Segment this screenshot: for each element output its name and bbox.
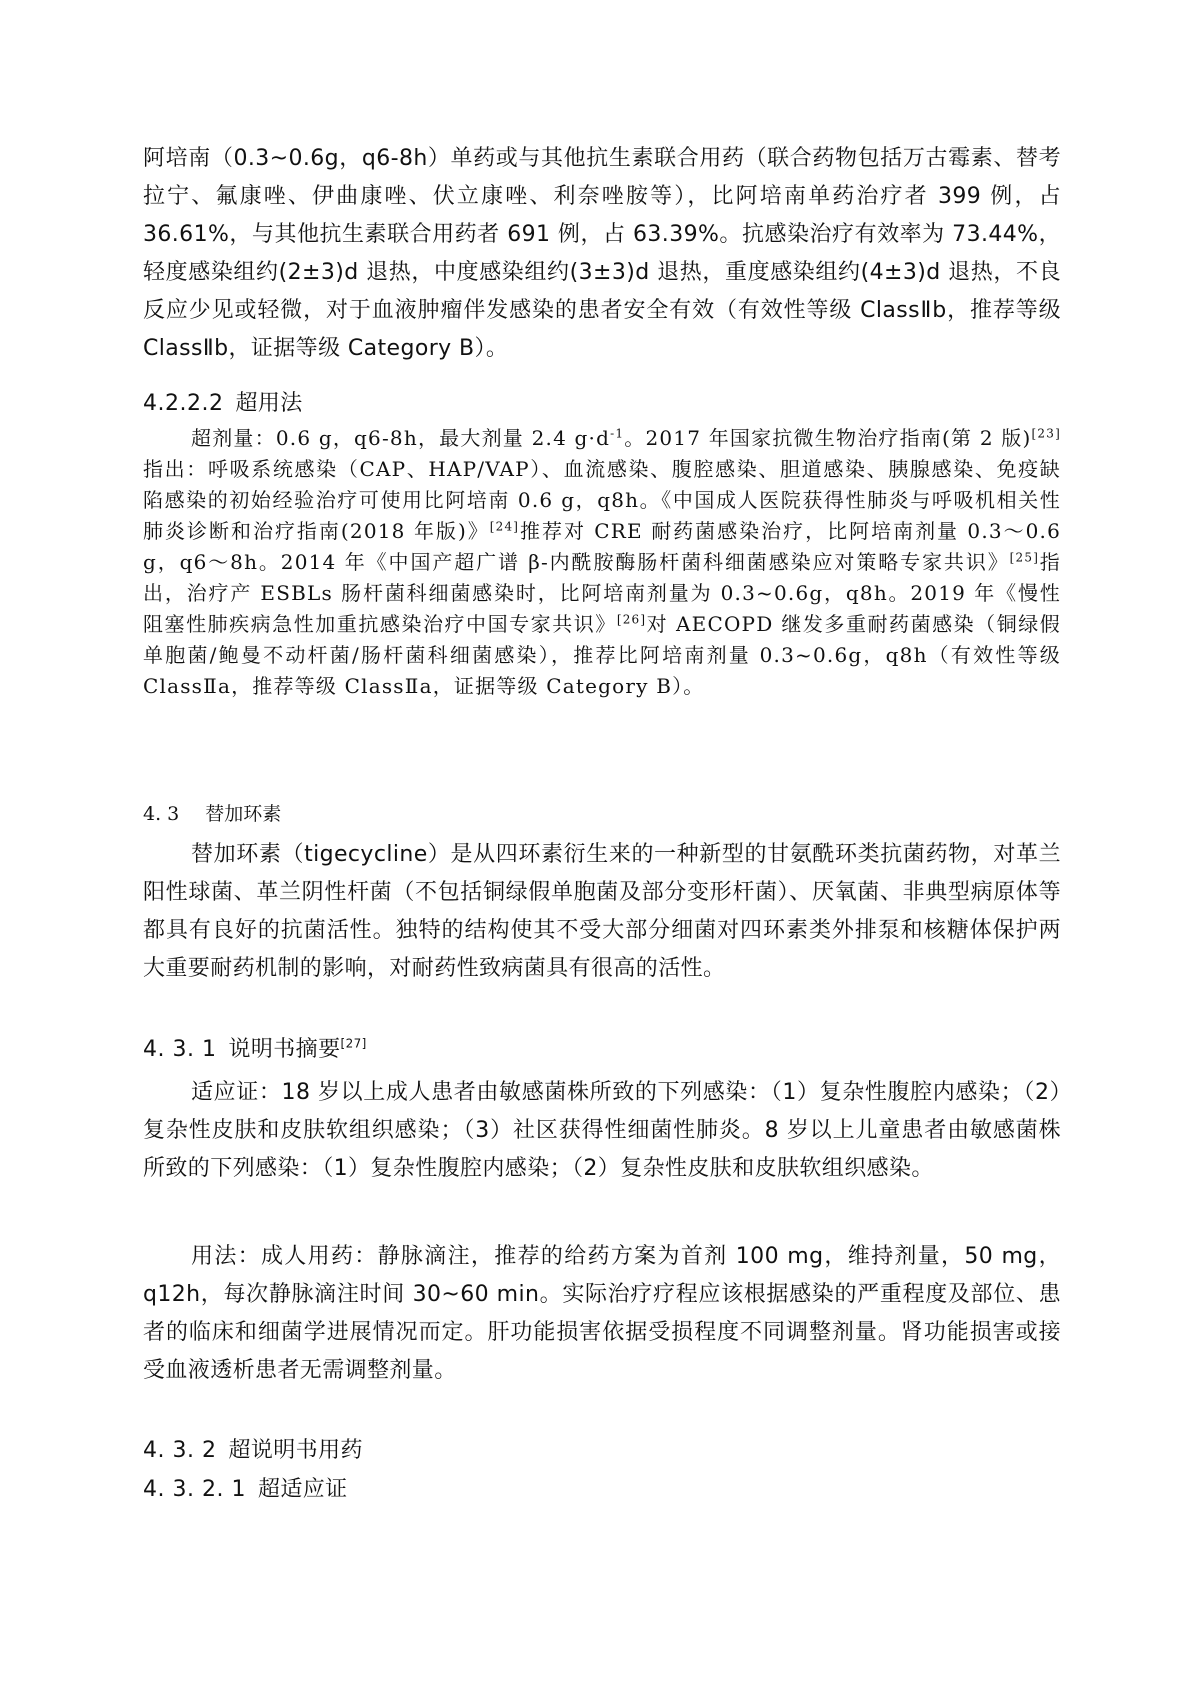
citation-ref: [27] — [340, 1036, 367, 1051]
section-heading-4-2-2-2 — [143, 389, 1061, 419]
citation-ref: [25] — [1009, 550, 1040, 565]
citation-ref: [26] — [616, 612, 647, 627]
section-title: 超适应证 — [257, 1477, 348, 1502]
text-segment: 。2017 年国家抗微生物治疗指南(第 2 版) — [624, 426, 1032, 450]
section-number: 4. 3. 1 — [143, 1037, 217, 1062]
text-segment: 指出，治疗产 ESBLs 肠杆菌科细菌感染时，比阿培南剂量为 0.3~0.6g，q8h。2019 年《慢性阻塞性肺疾病急性加重抗感染治疗中国专家共识》 — [143, 550, 1061, 636]
citation-ref: [23] — [1031, 426, 1061, 441]
paragraph-tigecycline-intro: 替加环素（tigecycline）是从四环素衍生来的一种新型的甘氨酰环类抗菌药物，对革兰阳性球菌、革兰阴性杆菌（不包括铜绿假单胞菌及部分变形杆菌）、厌氧菌、非典型病原体等都具有良好的抗菌活性。独特的结构使其不受大部分细菌对四环素类外排泵和核糖体保护两大重要耐药机制的影响，对耐药性致病菌具有很高的活性。 — [143, 842, 1061, 981]
text-segment: 指出：呼吸系统感染（CAP、HAP/VAP）、血流感染、腹腔感染、胆道感染、胰腺感染、免疫缺陷感染的初始经验治疗可使用比阿培南 0.6 g，q8h。《中国成人医院获得性肺炎与呼吸机相关性肺炎诊断和治疗指南(2018 年版)》 — [143, 457, 1061, 543]
section-heading-4-3 — [143, 799, 1061, 829]
section-title: 替加环素 — [205, 803, 282, 825]
citation-ref: [24] — [489, 519, 520, 534]
section-number: 4. 3 — [143, 803, 180, 825]
section-number: 4. 3. 2 — [143, 1438, 217, 1463]
paragraph-over-dosage — [143, 423, 1061, 702]
section-title: 说明书摘要 — [228, 1037, 341, 1062]
section-number: 4.2.2.2 — [143, 391, 224, 416]
section-title: 超用法 — [235, 391, 303, 416]
paragraph-biapenem-combination-therapy: 阿培南（0.3~0.6g，q6-8h）单药或与其他抗生素联合用药（联合药物包括万古霉素、替考拉宁、氟康唑、伊曲康唑、伏立康唑、利奈唑胺等），比阿培南单药治疗者 399 例，占 36.61%，与其他抗生素联合用药者 691 例，占 63.39%。抗感染治疗有效率为 73.44%，轻度感染组约(2±3)d 退热，中度感染组约(3±3)d 退热，重度感染组约(4±3)d 退热，不良反应少见或轻微，对于血液肿瘤伴发感染的患者安全有效（有效性等级 ClassⅡb，推荐等级 ClassⅡb，证据等级 Category B）。 — [143, 146, 1061, 361]
text-segment: 超剂量：0.6 g，q6-8h，最大剂量 2.4 g·d — [191, 426, 611, 450]
section-heading-4-3-2 — [143, 1436, 1061, 1466]
paragraph-indications: 适应证：18 岁以上成人患者由敏感菌株所致的下列感染：（1）复杂性腹腔内感染；（2）复杂性皮肤和皮肤软组织感染；（3）社区获得性细菌性肺炎。8 岁以上儿童患者由敏感菌株所致的下列感染：（1）复杂性腹腔内感染；（2）复杂性皮肤和皮肤软组织感染。 — [143, 1080, 1061, 1181]
superscript-unit: -1 — [610, 426, 625, 441]
text-segment: 推荐对 CRE 耐药菌感染治疗，比阿培南剂量 0.3～0.6 g，q6～8h。2014 年《中国产超广谱 β-内酰胺酶肠杆菌科细菌感染应对策略专家共识》 — [143, 519, 1061, 574]
section-heading-4-3-1 — [143, 1035, 1061, 1065]
section-title: 超说明书用药 — [228, 1438, 363, 1463]
section-heading-4-3-2-1 — [143, 1475, 1061, 1505]
paragraph-dosage-usage: 用法：成人用药：静脉滴注，推荐的给药方案为首剂 100 mg，维持剂量，50 mg，q12h，每次静脉滴注时间 30~60 min。实际治疗疗程应该根据感染的严重程度及部位、患者的临床和细菌学进展情况而定。肝功能损害依据受损程度不同调整剂量。肾功能损害或接受血液透析患者无需调整剂量。 — [143, 1244, 1061, 1383]
text-segment: 对 AECOPD 继发多重耐药菌感染（铜绿假单胞菌/鲍曼不动杆菌/肠杆菌科细菌感染），推荐比阿培南剂量 0.3~0.6g，q8h（有效性等级 ClassⅡa，推荐等级 ClassⅡa，证据等级 Category B）。 — [143, 612, 1061, 698]
section-number: 4. 3. 2. 1 — [143, 1477, 246, 1502]
